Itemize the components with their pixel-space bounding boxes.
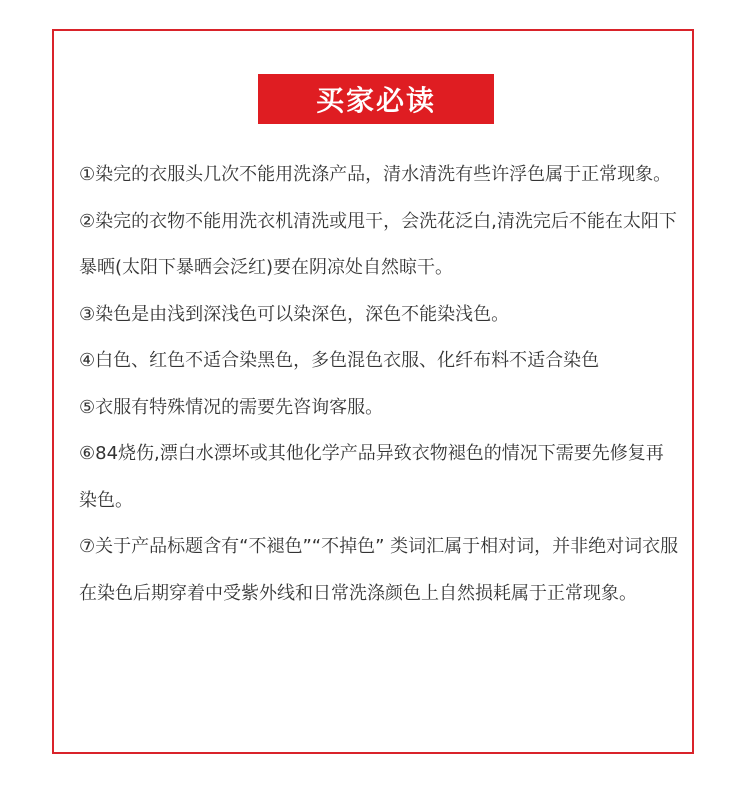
notice-item-6: ⑥84烧伤,漂白水漂坏或其他化学产品异致衣物褪色的情况下需要先修复再染色。 [79,443,664,511]
notice-item-2: ②染完的衣物不能用洗衣机清洗或甩干，会洗花泛白,清洗完后不能在太阳下暴晒(太阳下暴晒会泛红)要在阴凉处自然晾干。 [79,210,677,278]
notice-item-4: ④白色、红色不适合染黑色，多色混色衣服、化纤布料不适合染色 [79,350,600,371]
notice-item-1: ①染完的衣服头几次不能用洗涤产品，清水清洗有些许浮色属于正常现象。 [79,164,672,185]
notice-item-7: ⑦关于产品标题含有“不褪色”“不掉色” 类词汇属于相对词，并非绝对词衣服在染色后期穿着中受紫外线和日常洗涤颜色上自然损耗属于正常现象。 [79,536,679,604]
page-title: 买家必读 [258,74,494,124]
notice-content [79,152,679,617]
notice-item-5: ⑤衣服有特殊情况的需要先咨询客服。 [79,396,384,418]
notice-item-3: ③染色是由浅到深浅色可以染深色，深色不能染浅色。 [79,303,510,325]
